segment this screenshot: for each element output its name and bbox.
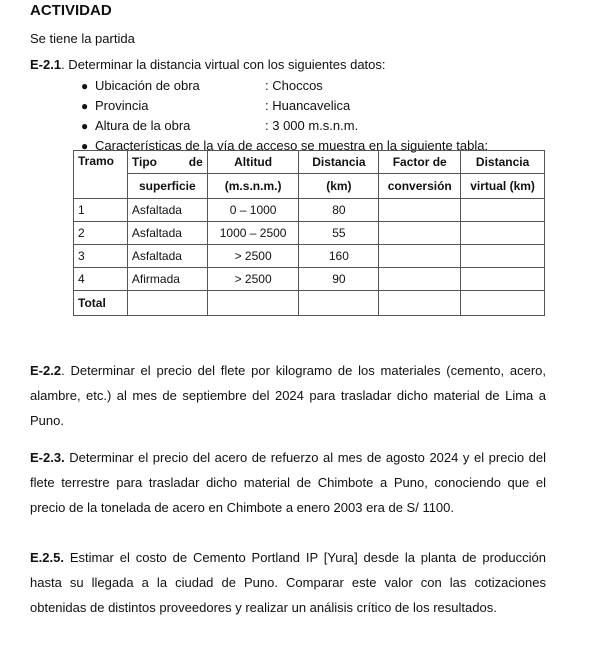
header-factor: Factor de — [379, 151, 461, 174]
header-virtual-line2: virtual (km) — [461, 174, 545, 199]
item-value: : Choccos — [265, 78, 323, 93]
item-label: Provincia — [95, 98, 149, 113]
cell-virtual — [461, 245, 545, 268]
cell-distancia: 55 — [299, 222, 379, 245]
exercise-e22-text: . Determinar el precio del flete por kilogramo de los materiales (cemento, acero, alambre, etc.) al mes de septiembre del 2024 para trasladar dicho material de Lima a Puno. — [30, 363, 546, 428]
cell-factor — [379, 199, 461, 222]
cell-empty — [127, 291, 207, 316]
cell-tramo: 3 — [74, 245, 128, 268]
header-factor-line2: conversión — [379, 174, 461, 199]
exercise-e22-code: E-2.2 — [30, 363, 62, 378]
cell-tipo: Afirmada — [127, 268, 207, 291]
header-tipo-part1: Tipo — [131, 155, 158, 169]
cell-virtual — [461, 199, 545, 222]
bullet-icon: ● — [81, 79, 89, 93]
cell-virtual — [461, 268, 545, 291]
item-value: : Huancavelica — [265, 98, 351, 113]
cell-total-label: Total — [74, 291, 128, 316]
cell-distancia: 90 — [299, 268, 379, 291]
cell-altitud: 0 – 1000 — [207, 199, 299, 222]
table-row — [74, 222, 545, 245]
list-item — [81, 76, 488, 96]
cell-tipo: Asfaltada — [127, 222, 207, 245]
header-tipo — [127, 151, 207, 174]
cell-tipo: Asfaltada — [127, 199, 207, 222]
item-label: Ubicación de obra — [95, 78, 200, 93]
cell-factor — [379, 245, 461, 268]
header-tramo: Tramo — [74, 151, 128, 199]
exercise-e25-code: E.2.5. — [30, 550, 64, 565]
cell-tipo: Asfaltada — [127, 245, 207, 268]
cell-distancia: 160 — [299, 245, 379, 268]
exercise-e23-text: Determinar el precio del acero de refuerzo al mes de agosto 2024 y el precio del flete terrestre para trasladar dicho material de Chimbote a Puno, conociendo que el precio de la tonelada de acero en Chimbote a enero 2003 era de S/ 1100. — [30, 450, 546, 515]
header-tipo-line2: superficie — [127, 174, 207, 199]
header-tipo-part2: de — [188, 155, 203, 169]
cell-virtual — [461, 222, 545, 245]
table-header-row — [74, 174, 545, 199]
cell-altitud: > 2500 — [207, 245, 299, 268]
item-value: : 3 000 m.s.n.m. — [265, 118, 359, 133]
exercise-e23 — [30, 445, 546, 520]
list-item — [81, 96, 488, 116]
cell-empty — [299, 291, 379, 316]
bullet-icon: ● — [81, 139, 89, 153]
list-item — [81, 116, 488, 136]
header-virtual: Distancia — [461, 151, 545, 174]
header-distancia: Distancia — [299, 151, 379, 174]
table-row — [74, 245, 545, 268]
header-altitud: Altitud — [207, 151, 299, 174]
cell-empty — [461, 291, 545, 316]
cell-tramo: 2 — [74, 222, 128, 245]
cell-factor — [379, 268, 461, 291]
bullet-icon: ● — [81, 119, 89, 133]
intro-text: Se tiene la partida — [30, 31, 135, 46]
cell-tramo: 4 — [74, 268, 128, 291]
table-row — [74, 268, 545, 291]
page-title: ACTIVIDAD — [30, 2, 112, 19]
cell-altitud: > 2500 — [207, 268, 299, 291]
exercise-e21-heading — [30, 57, 386, 72]
item-label: Altura de la obra — [95, 118, 191, 133]
cell-empty — [207, 291, 299, 316]
header-altitud-unit: (m.s.n.m.) — [207, 174, 299, 199]
cell-altitud: 1000 – 2500 — [207, 222, 299, 245]
table-row — [74, 199, 545, 222]
cell-distancia: 80 — [299, 199, 379, 222]
cell-factor — [379, 222, 461, 245]
exercise-e25 — [30, 545, 546, 620]
exercise-e23-code: E-2.3. — [30, 450, 65, 465]
e21-data-list — [81, 76, 489, 156]
access-road-table — [73, 150, 545, 316]
exercise-e25-text: Estimar el costo de Cemento Portland IP [Yura] desde la planta de producción hasta su llegada a la ciudad de Puno. Comparar este valor con las cotizaciones obtenidas de distintos proveedores y realizar un análisis crítico de los resultados. — [30, 550, 546, 615]
exercise-e21-code: E-2.1 — [30, 57, 62, 72]
table-header-row — [74, 151, 545, 174]
cell-tramo: 1 — [74, 199, 128, 222]
header-distancia-unit: (km) — [299, 174, 379, 199]
item-label: Características de la vía de acceso se muestra en la siguiente tabla: — [95, 138, 489, 153]
exercise-e22 — [30, 358, 546, 433]
cell-empty — [379, 291, 461, 316]
table-total-row — [74, 291, 545, 316]
bullet-icon: ● — [81, 99, 89, 113]
exercise-e21-text: . Determinar la distancia virtual con los siguientes datos: — [61, 57, 386, 72]
